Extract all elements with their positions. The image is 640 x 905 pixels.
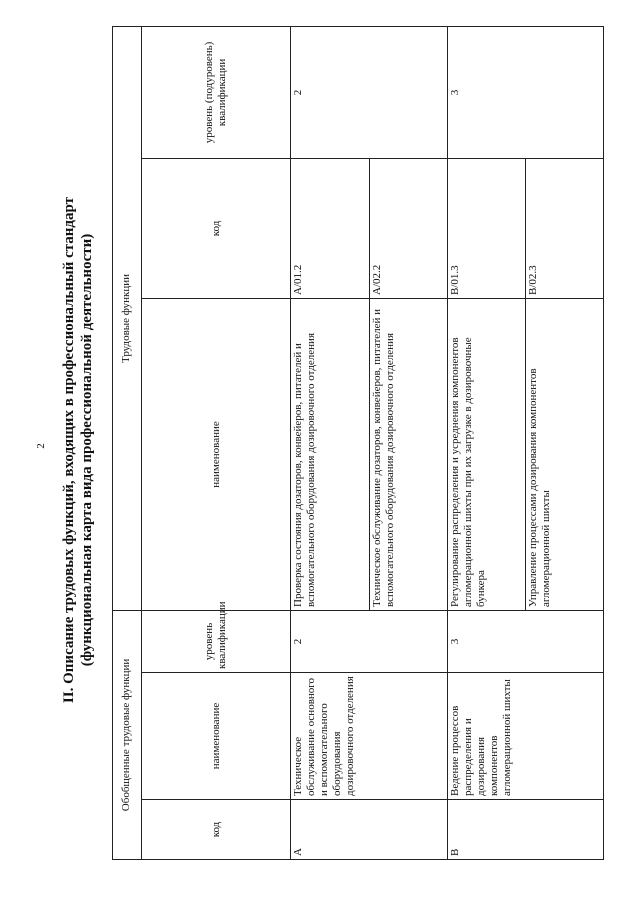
table-row [291,26,369,859]
generalized-code: А [291,800,447,860]
header-code: код [141,800,291,860]
function-sublevel: 3 [447,26,603,158]
function-code: A/02.2 [369,158,447,298]
function-code: A/01.2 [291,158,369,298]
page-number: 2 [34,443,47,449]
header-function-name: наименование [141,298,291,610]
header-generalized-functions: Обобщенные трудовые функции [113,610,142,859]
function-name: Регулирование распределения и усреднения компонентов агломерационной шихты при их загрузке в дозировочные бункера [447,298,525,610]
function-code: B/02.3 [525,158,603,298]
generalized-name: Техническое обслуживание основного и вспомогательного оборудования дозировочного отделения [291,673,447,800]
function-name: Управление процессами дозирования компонентов агломерационной шихты [525,298,603,610]
header-name: наименование [141,673,291,800]
function-sublevel: 2 [291,26,447,158]
function-name: Техническое обслуживание дозаторов, конвейеров, питателей и вспомогательного оборудования дозировочного отделения [369,298,447,610]
function-name: Проверка состояния дозаторов, конвейеров, питателей и вспомогательного оборудования дозировочного отделения [291,298,369,610]
title-block [60,30,96,870]
functional-map-table [112,26,604,860]
table-row [447,26,525,859]
header-level: уровень квалификации [141,610,291,672]
header-labor-functions: Трудовые функции [113,26,142,610]
generalized-code: В [447,800,603,860]
function-code: B/01.3 [447,158,525,298]
page-subtitle: (функциональная карта вида профессиональной деятельности) [79,233,95,667]
header-function-code: код [141,158,291,298]
page-title: II. Описание трудовых функций, входящих в профессиональный стандарт [61,196,77,704]
rotated-page-content [60,30,610,870]
generalized-level: 3 [447,610,603,672]
header-function-sublevel: уровень (подуровень) квалификации [141,26,291,158]
generalized-level: 2 [291,610,447,672]
generalized-name: Ведение процессов распределения и дозирования компонентов агломерационной шихты [447,673,603,800]
